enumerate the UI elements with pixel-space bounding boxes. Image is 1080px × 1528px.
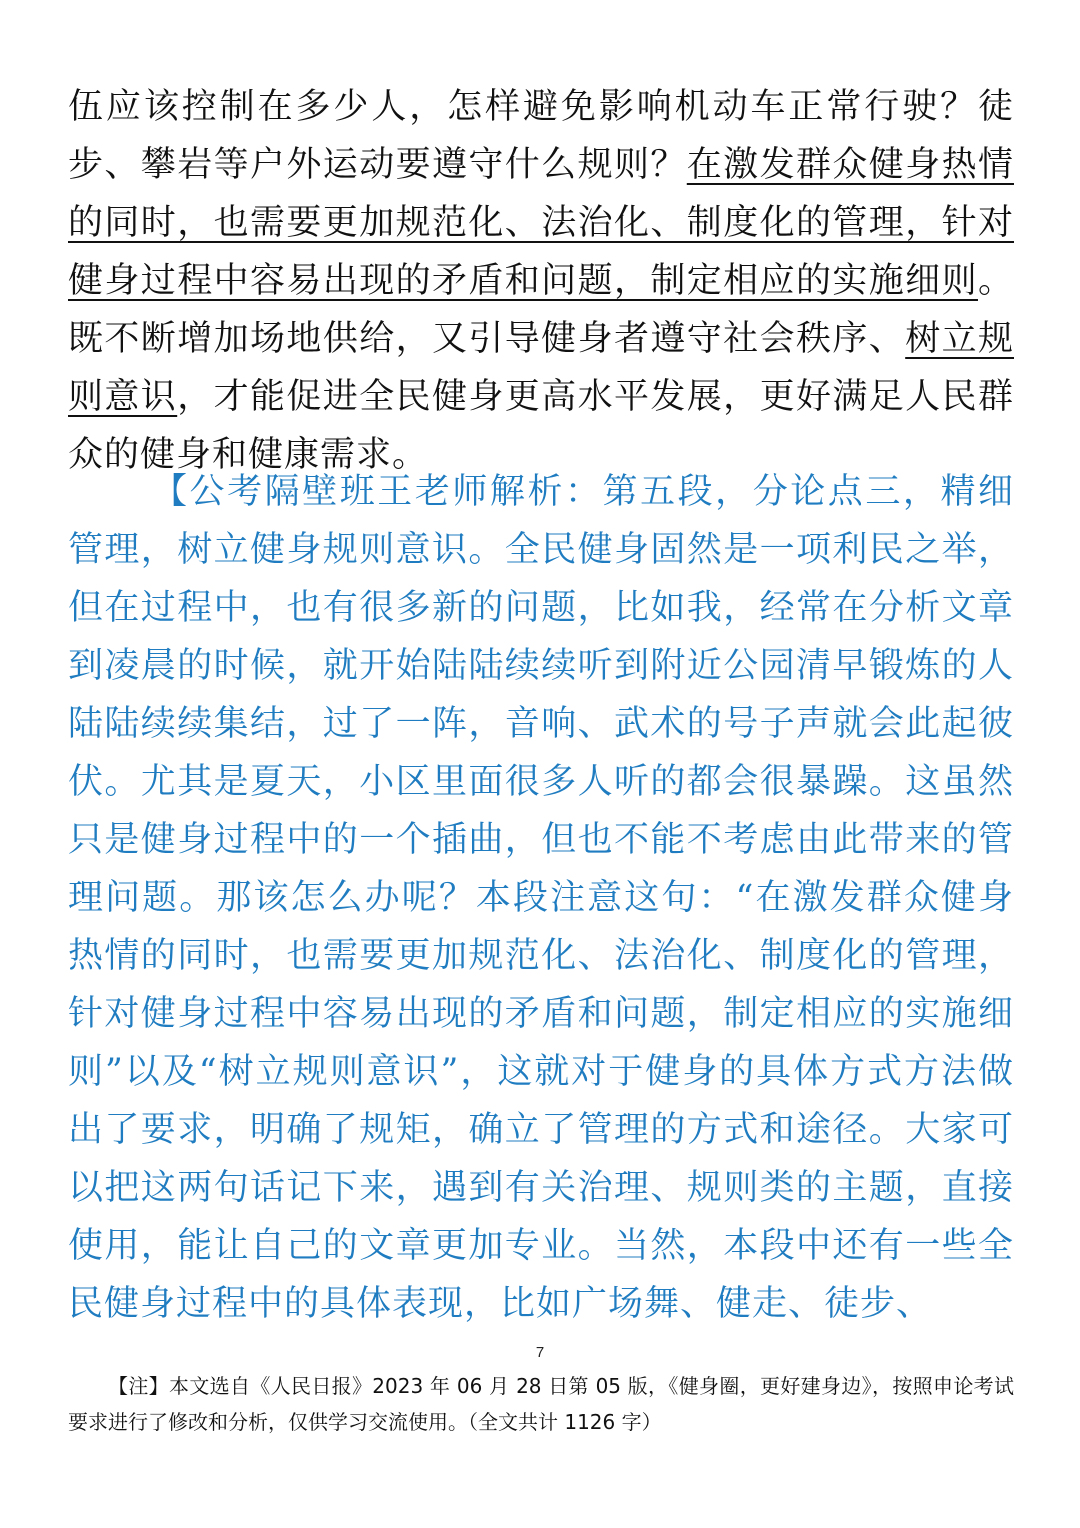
paragraph-text: ，才能促进全民健身更高水平发展，更好满足人民群众的健身和健康需求。 [68, 377, 1014, 475]
analysis-paragraph: 【公考隔壁班王老师解析：第五段，分论点三，精细管理，树立健身规则意识。全民健身固然是一项利民之举，但在过程中，也有很多新的问题，比如我，经常在分析文章到凌晨的时候，就开始陆陆续续听到附近公园清早锻炼的人陆陆续续集结，过了一阵，音响、武术的号子声就会此起彼伏。尤其是夏天，小区里面很多人听的都会很暴躁。这虽然只是健身过程中的一个插曲，但也不能不考虑由此带来的管理问题。那该怎么办呢？本段注意这句：“在激发群众健身热情的同时，也需要更加规范化、法治化、制度化的管理，针对健身过程中容易出现的矛盾和问题，制定相应的实施细则”以及“树立规则意识”，这就对于健身的具体方式方法做出了要求，明确了规矩，确立了管理的方式和途径。大家可以把这两句话记下来，遇到有关治理、规则类的主题，直接使用，能让自己的文章更加专业。当然，本段中还有一些全民健身过程中的具体表现，比如广场舞、健走、徒步、 [68, 472, 1014, 1324]
source-footnote: 【注】本文选自《人民日报》2023 年 06 月 28 日第 05 版，《健身圈，更好建身边》，按照申论考试要求进行了修改和分析，仅供学习交流使用。（全文共计 1126 字） [68, 1374, 1014, 1434]
paragraph-text: 。既不断增加场地供给，又引导健身者遵守社会秩序、 [68, 261, 1014, 359]
page-number: 7 [535, 1344, 545, 1361]
paragraph-text: 伍应该控制在多少人，怎样避免影响机动车正常行驶？徒步、攀岩等户外运动要遵守什么规则？ [68, 87, 1014, 185]
article-paragraph [68, 78, 1014, 484]
underlined-key-phrase: 树立规则意识 [68, 319, 1014, 417]
underlined-key-sentence: 在激发群众健身热情的同时，也需要更加规范化、法治化、制度化的管理，针对健身过程中容易出现的矛盾和问题，制定相应的实施细则 [68, 145, 1014, 301]
